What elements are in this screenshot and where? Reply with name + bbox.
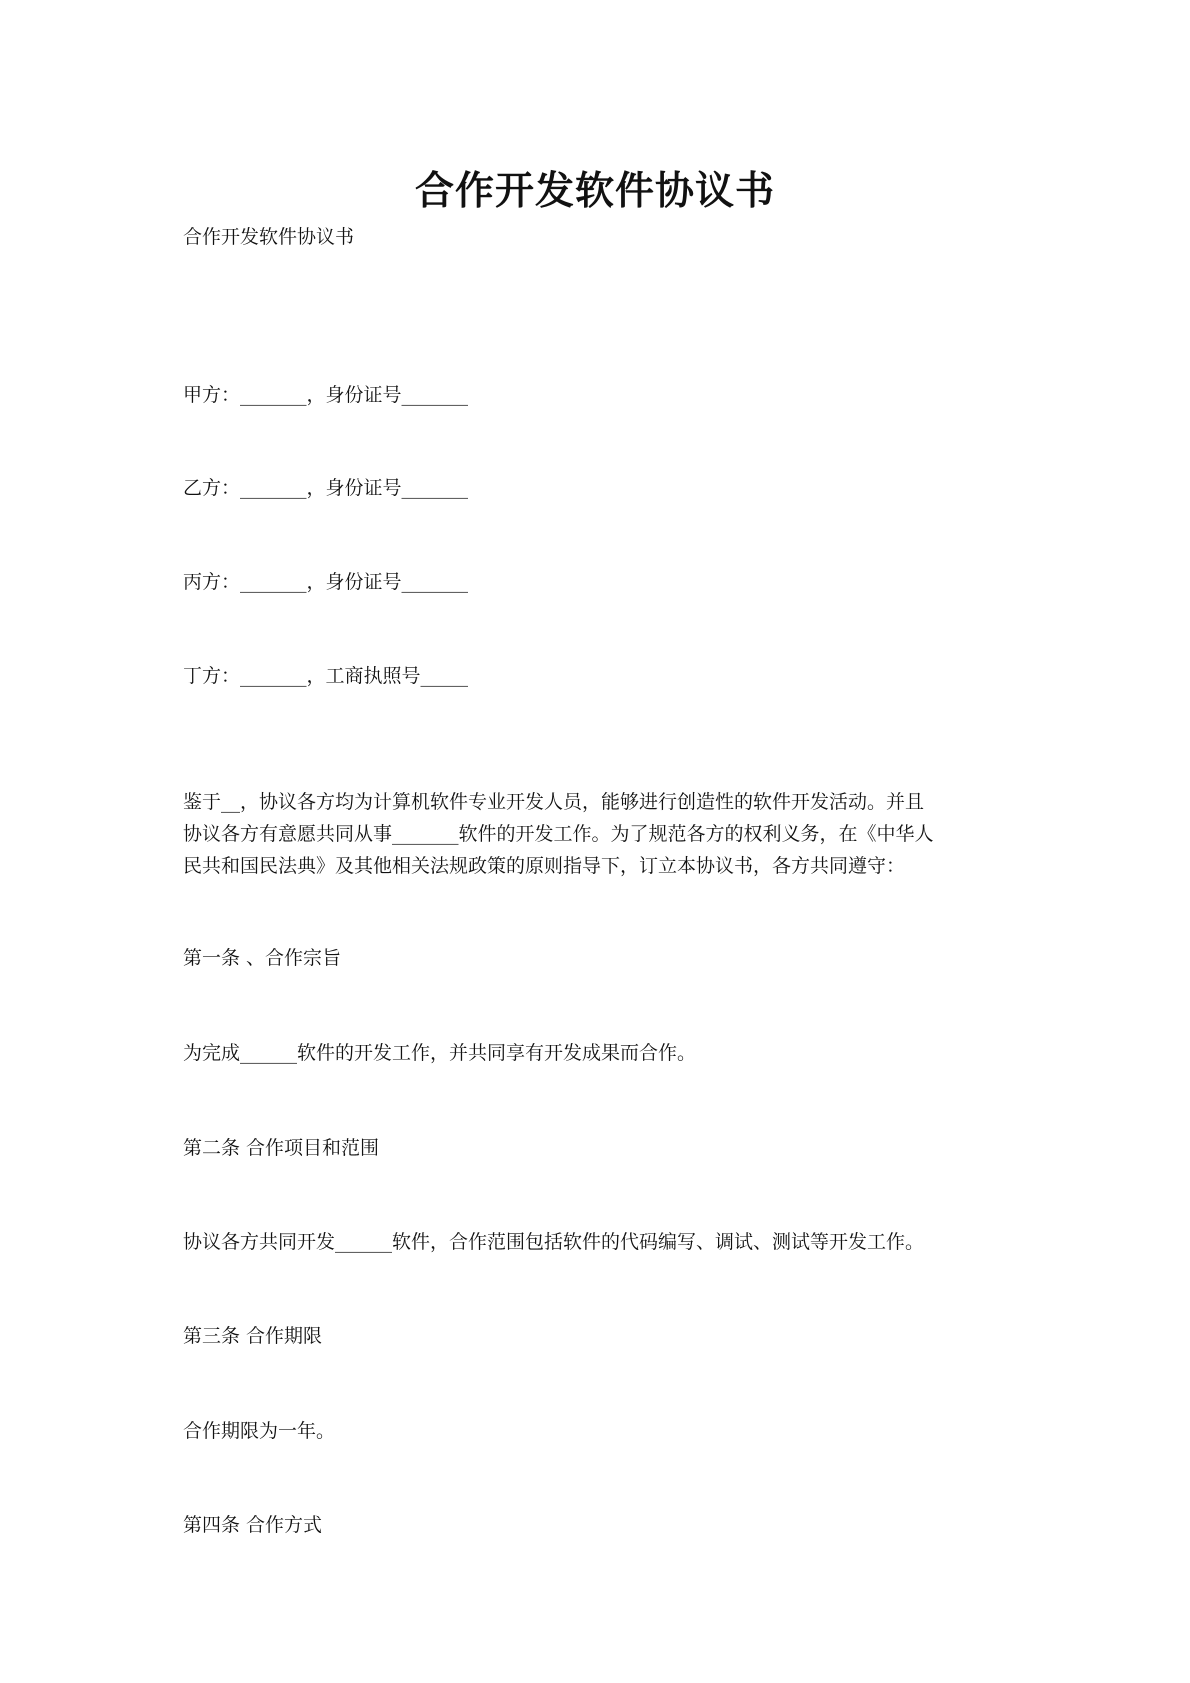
party-d-line: 丁方：_______，工商执照号_____ <box>183 665 469 687</box>
article-3-body: 合作期限为一年。 <box>183 1420 336 1442</box>
party-a-line: 甲方：_______，身份证号_______ <box>183 384 469 406</box>
article-4-heading: 第四条 合作方式 <box>183 1514 323 1536</box>
document-title: 合作开发软件协议书 <box>414 169 775 214</box>
preamble-paragraph <box>183 786 1013 882</box>
article-2-body: 协议各方共同开发______软件，合作范围包括软件的代码编写、调试、测试等开发工作。 <box>183 1231 925 1253</box>
preamble-line: 协议各方有意愿共同从事_______软件的开发工作。为了规范各方的权利义务，在《中华人 <box>183 823 934 845</box>
preamble-line: 鉴于__，协议各方均为计算机软件专业开发人员，能够进行创造性的软件开发活动。并且 <box>183 791 925 813</box>
document-subtitle: 合作开发软件协议书 <box>183 226 355 248</box>
article-1-body: 为完成______软件的开发工作，并共同享有开发成果而合作。 <box>183 1042 697 1064</box>
preamble-line: 民共和国民法典》及其他相关法规政策的原则指导下，订立本协议书，各方共同遵守： <box>183 855 906 877</box>
article-1-heading: 第一条 、合作宗旨 <box>183 947 342 969</box>
article-2-heading: 第二条 合作项目和范围 <box>183 1137 380 1159</box>
party-b-line: 乙方：_______，身份证号_______ <box>183 477 469 499</box>
party-c-line: 丙方：_______，身份证号_______ <box>183 571 469 593</box>
article-3-heading: 第三条 合作期限 <box>183 1325 323 1347</box>
